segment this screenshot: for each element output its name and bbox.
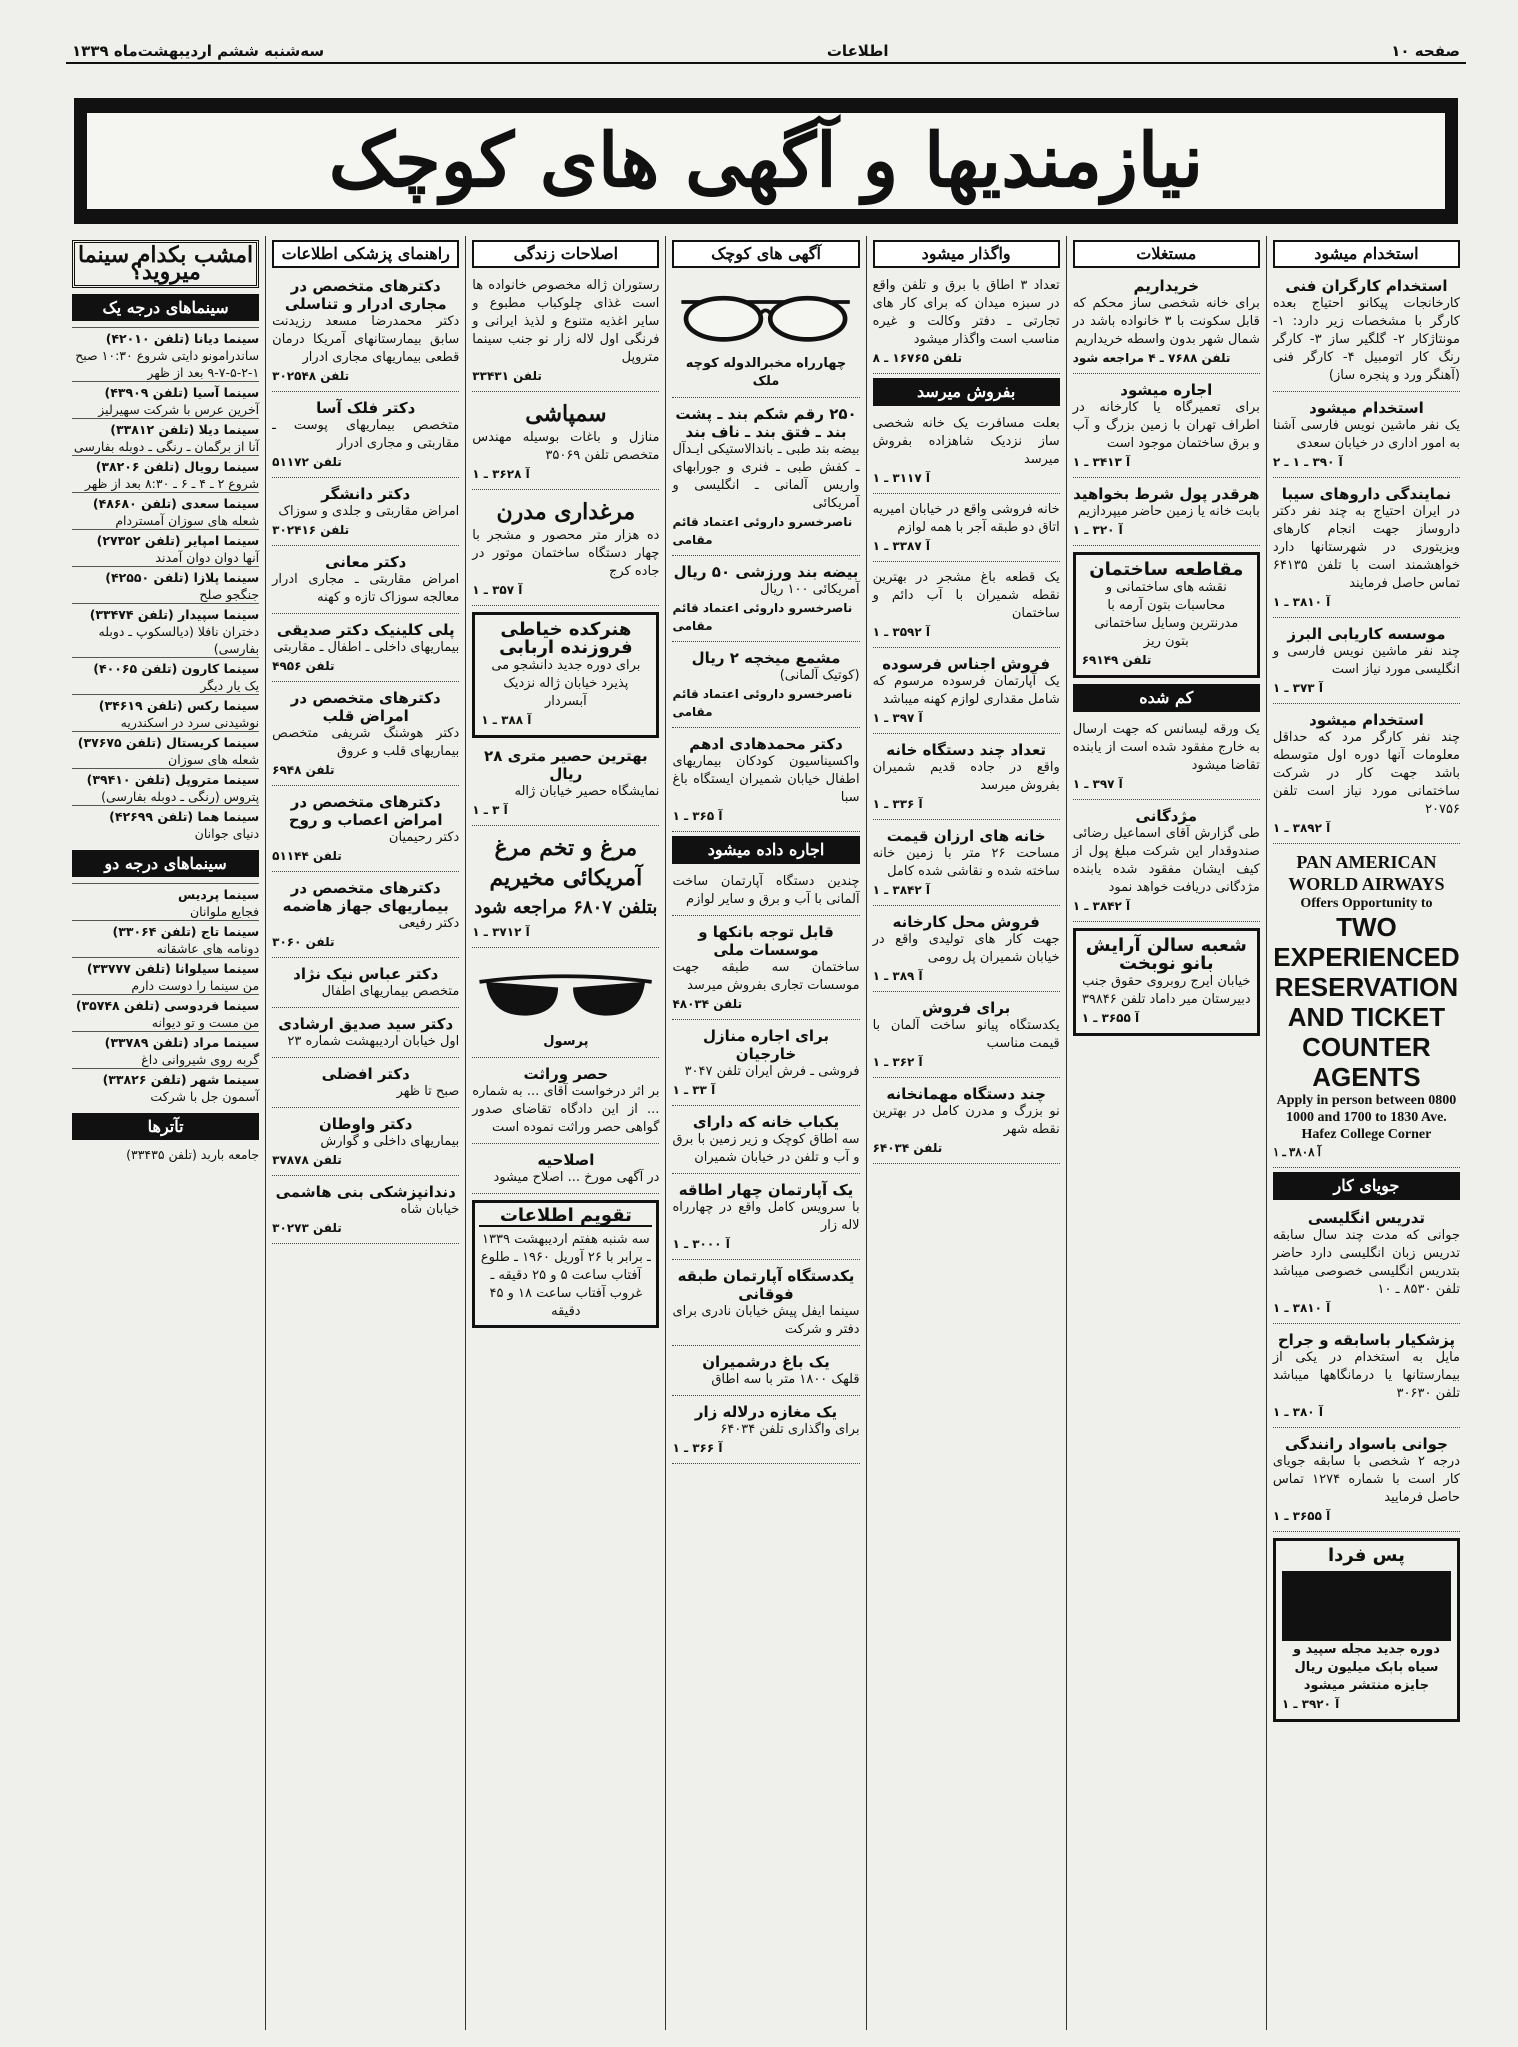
page-header-line <box>66 40 1466 64</box>
column-employment <box>1266 236 1466 2030</box>
ad: خانه فروشی واقع در خیابان امیریه اتاق دو طبقه آجر با همه لوازم آ ۳۳۸۷ ـ ۱ <box>873 498 1060 562</box>
ad: رستوران ژاله مخصوص خانواده ها است غذای چلوکباب مطبوع و ساير اغذیه متنوع و لذیذ ایرانی و فرنگی اول لاله زار نو جنب سینما متروپل تلفن ۳۳۴۳۱ <box>472 274 659 392</box>
ad: بعلت مسافرت یک خانه شخصی ساز نزدیک شاهزاده بفروش میرسد آ ۳۱۱۷ ـ ۱ <box>873 412 1060 494</box>
ad: جوانی باسواد رانندگی درجه ۲ شخصی با سابقه جویای کار است با شماره ۱۲۷۴ تماس حاصل فرمایید آ ۳۶۵۵ ـ ۱ <box>1273 1432 1460 1532</box>
cinema-item: سینما فردوسی (تلفن ۳۵۷۴۸) من مست و تو دیوانه <box>72 994 259 1031</box>
ad: یک مغازه درلاله زار برای واگذاری تلفن ۶۴۰۳۴ آ ۳۶۶ ـ ۱ <box>672 1400 859 1464</box>
cinema-item: سینما مراد (تلفن ۳۳۷۸۹) گربه روی شیروانی داغ <box>72 1031 259 1068</box>
cinema-item: سینما سپیدار (تلفن ۳۳۴۷۴) دختران نافلا (دیالسکوپ ـ دوبله بفارسی) <box>72 603 259 657</box>
ad: یکدستگاه آپارتمان طبقه فوقانی سینما ایفل پیش خیابان نادری برای دفتر و شرکت <box>672 1264 859 1346</box>
ad: پزشکیار باسابقه و جراح مایل به استخدام در یکی از بیمارستانها یا درمانگاهها میباشد تلفن ۳۰۶۳۰ آ ۳۸۰ ـ ۱ <box>1273 1328 1460 1428</box>
cinema-item: سینما سعدی (تلفن ۴۸۶۸۰) شعله های سوزان آمستردام <box>72 492 259 529</box>
column-medical-guide <box>265 236 465 2030</box>
column-header: سینماهای درجه دو <box>72 850 259 877</box>
cinema-item: سینما رویال (تلفن ۳۸۲۰۶) شروع ۲ ـ ۴ ـ ۶ ـ ۸:۳۰ بعد از ظهر <box>72 455 259 492</box>
ad: دکتر محمدهادی ادهم واکسیناسیون کودکان بیماریهای اطفال خیابان شمیران ایستگاه باغ سبا آ ۳۶۵ ـ ۱ <box>672 732 859 832</box>
ad: دکتر سید صدیق ارشادی اول خیابان اردیبهشت شماره ۲۳ <box>272 1012 459 1058</box>
calendar-body: سه شنبه هفتم اردیبهشت ۱۳۳۹ ـ برابر با ۲۶ آوریل ۱۹۶۰ ـ طلوع آفتاب ساعت ۵ و ۲۵ دقیقه ـ غروب آفتاب ساعت ۱۸ و ۴۵ دقیقه <box>480 1232 651 1319</box>
newspaper-name: اطلاعات <box>826 42 889 60</box>
ad: دکتر فلک آسا متخصص بیماریهای پوست ـ مقاربتی و مجاری ادرار تلفن ۵۱۱۷۲ <box>272 396 459 478</box>
ad: اجاره میشود برای تعمیرگاه یا کارخانه در اطراف تهران با زمین بزرگ و آب و برق ساختمان موجود است آ ۳۴۱۳ ـ ۱ <box>1073 378 1260 478</box>
ad: سمپاشی منازل و باغات بوسیله مهندس متخصص تلفن ۳۵۰۶۹ آ ۳۶۲۸ ـ ۱ <box>472 396 659 490</box>
english-headline: TWO EXPERIENCED RESERVATION AND TICKET COUNTER AGENTS <box>1273 912 1460 1092</box>
ad: دکتر واوطان بیماریهای داخلی و گوارش تلفن ۳۷۸۷۸ <box>272 1112 459 1176</box>
newspaper-page <box>66 40 1466 2030</box>
column-cinemas <box>66 236 265 2030</box>
english-company: PAN AMERICAN WORLD AIRWAYS <box>1288 852 1445 894</box>
ad: استخدام میشود یک نفر ماشین نویس فارسی آشنا به امور اداری در خیابان سعدی آ ۳۹۰ ـ ۱ ـ ۲ <box>1273 396 1460 478</box>
cinema-headline: امشب بکدام سینما میروید؟ <box>72 240 259 288</box>
black-block <box>1282 1571 1451 1641</box>
sunglasses-icon <box>472 959 659 1029</box>
ad: تدریس انگلیسی جوانی که مدت چند سال سابقه تدریس زبان انگلیسی دارد حاضر بتدریس انگلیسی خصوصی میباشد تلفن ۸۵۳۰ ـ ۱۰ آ ۳۸۱۰ ـ ۱ <box>1273 1206 1460 1324</box>
column-header: کم شده <box>1073 684 1260 712</box>
ad: تعداد چند دستگاه خانه واقع در جاده قدیم شمیران بفروش میرسد آ ۳۳۶ ـ ۱ <box>873 738 1060 820</box>
ad: دکترهای متخصص در بیماریهای جهاز هاضمه دکتر رفیعی تلفن ۳۰۶۰ <box>272 876 459 958</box>
column-life-services <box>465 236 665 2030</box>
ad: دکتر عباس نیک نژاد متخصص بیماریهای اطفال <box>272 962 459 1008</box>
cinema-item: سینما سیلوانا (تلفن ۳۳۷۷۷) من سینما را دوست دارم <box>72 957 259 994</box>
column-header: اجاره داده میشود <box>672 836 859 864</box>
footer-ad: پس فردا دوره جدید مجله سپید و سیاه بابک میلیون ریال جایزه منتشر میشود آ ۳۹۲۰ ـ ۱ <box>1273 1538 1460 1722</box>
ad: دندانپزشکی بنی هاشمی خیابان شاه تلفن ۳۰۲۷۳ <box>272 1180 459 1244</box>
cinema-item: سینما دیانا (تلفن ۴۲۰۱۰) ساندرامونو دایتی شروع ۱۰:۳۰ صبح ۱-۲-۵-۷-۹ بعد از ظهر <box>72 327 259 381</box>
cinema-item: سینما پلازا (تلفن ۴۲۵۵۰) جنگجو صلح <box>72 566 259 603</box>
english-ad: PAN AMERICAN WORLD AIRWAYS Offers Opportunity to TWO EXPERIENCED RESERVATION AND TICKET COUNTER AGENTS Apply in person between 0800 1000 and 1700 to 1830 Ave. Hafez College Corner آ ۳۸۰۸ ـ ۱ <box>1273 848 1460 1168</box>
construction-ad: مقاطعه ساختمان نقشه های ساختمانی و محاسبات بتون آرمه با مدرنترین وسایل ساختمانی بتون ریز تلفن ۶۹۱۴۹ <box>1073 552 1260 678</box>
ad: اصلاحیه در آگهی مورخ ... اصلاح میشود <box>472 1148 659 1194</box>
calendar-title: تقویم اطلاعات <box>479 1207 652 1227</box>
cinema-item: سینما دیلا (تلفن ۳۳۸۱۲) آنا از برگمان ـ رنگی ـ دوبله بفارسی <box>72 418 259 455</box>
cinema-item: سینما رکس (تلفن ۳۴۶۱۹) نوشیدنی سرد در اسکندریه <box>72 694 259 731</box>
ad: حصر وراثت بر اثر درخواست آقای ... به شماره ... از این دادگاه تقاضای صدور گواهی حصر وراثت نموده است <box>472 1062 659 1144</box>
ad: مرغداری مدرن ده هزار متر محصور و مشجر با چهار دستگاه ساختمان موتور در جاده کرج آ ۳۵۷ ـ ۱ <box>472 494 659 606</box>
ad: پلی کلینیک دکتر صدیقی بیماریهای داخلی ـ اطفال ـ مقاربتی تلفن ۴۹۵۶ <box>272 618 459 682</box>
ad: مرغ و تخم مرغ آمریکائی مخیریم بتلفن ۶۸۰۷ مراجعه شود آ ۳۷۱۲ ـ ۱ <box>472 830 659 948</box>
ad-columns <box>66 236 1466 2030</box>
ad: یک قطعه باغ مشجر در بهترین نقطه شمیران با آب دائم و ساختمان آ ۳۵۹۲ ـ ۱ <box>873 566 1060 648</box>
cinema-item: سینما شهر (تلفن ۳۳۸۲۶) آسمون جل با شرکت <box>72 1068 259 1105</box>
ad: دکتر دانشگر امراض مقاربتی و جلدی و سوزاک تلفن ۳۰۲۴۱۶ <box>272 482 459 546</box>
ad: بهترین حصیر متری ۲۸ ریال نمایشگاه حصیر خیابان ژاله آ ۳ ـ ۱ <box>472 744 659 826</box>
column-header: آگهی های کوچک <box>672 240 859 268</box>
cinema-item: سینما هما (تلفن ۴۲۶۹۹) دنیای جوانان <box>72 805 259 842</box>
salon-ad: شعبه سالن آرایش بانو نوبخت خیابان ایرج روبروی حقوق جنب دبیرستان میر داماد تلفن ۳۹۸۴۶ آ ۳۶۵۵ ـ ۱ <box>1073 928 1260 1036</box>
ad: چند دستگاه مهمانخانه نو بزرگ و مدرن کامل در بهترین نقطه شهر تلفن ۶۴۰۳۴ <box>873 1082 1060 1164</box>
issue-date: سه‌شنبه ششم اردیبهشت‌ماه ۱۳۳۹ <box>72 42 325 60</box>
column-header: تآترها <box>72 1113 259 1140</box>
column-header: سینماهای درجه یک <box>72 294 259 321</box>
cinema-item: سینما کریستال (تلفن ۳۷۶۷۵) شعله های سوزان <box>72 731 259 768</box>
ad: تعداد ۳ اطاق با برق و تلفن واقع در سبزه میدان که برای کار های تجارتی ـ دفتر وکالت و غیره مناسب است واگذار میشود تلفن ۱۶۷۶۵ ـ ۸ <box>873 274 1060 374</box>
column-header: راهنمای پزشکی اطلاعات <box>272 240 459 268</box>
ad: یک آپارتمان چهار اطاقه با سرویس کامل واقع در چهارراه لاله زار آ ۳۰۰۰ ـ ۱ <box>672 1178 859 1260</box>
column-header: بفروش میرسد <box>873 378 1060 406</box>
eyeglasses-ad: چهارراه مخبرالدوله کوچه ملک <box>672 274 859 398</box>
column-header: مستغلات <box>1073 240 1260 268</box>
ad: خانه های ارزان قیمت مساحت ۲۶ متر با زمین خانه ساخته شده و نقاشی شده کامل آ ۳۸۴۲ ـ ۱ <box>873 824 1060 906</box>
column-for-lease <box>866 236 1066 2030</box>
ad: چندین دستگاه آپارتمان ساخت آلمانی با آب و برق و سایر لوازم <box>672 870 859 916</box>
column-real-estate <box>1066 236 1266 2030</box>
english-offer: Offers Opportunity to <box>1300 896 1433 911</box>
ad: برای اجاره منازل خارجیان فروشی ـ فرش ایران تلفن ۳۰۴۷ آ ۳۳ ـ ۱ <box>672 1024 859 1106</box>
ad: خریداریم برای خانه شخصی ساز محکم که قابل سکونت با ۳ خانواده باشد در شمال شهر بدون واسطه خریداریم تلفن ۷۶۸۸ ـ ۴ مراجعه شود <box>1073 274 1260 374</box>
ad: هرقدر پول شرط بخواهید بابت خانه یا زمین حاضر میپردازیم آ ۳۲۰ ـ ۱ <box>1073 482 1260 546</box>
column-small-ads <box>665 236 865 2030</box>
ad: موسسه کاریابی البرز چند نفر ماشین نویس فارسی و انگلیسی مورد نیاز است آ ۳۷۳ ـ ۱ <box>1273 622 1460 704</box>
sunglasses-ad: پرسول <box>472 952 659 1058</box>
classifieds-banner <box>74 98 1458 224</box>
ad: فروش اجناس فرسوده یک آپارتمان فرسوده مرسوم که شامل مقداری لوازم کهنه میباشد آ ۳۹۷ ـ ۱ <box>873 652 1060 734</box>
column-header: واگذار میشود <box>873 240 1060 268</box>
banner-title: نیازمندیها و آگهی های کوچک <box>328 118 1204 204</box>
ad: دکترهای متخصص در امراض اعصاب و روح دکتر رحیمیان تلفن ۵۱۱۴۴ <box>272 790 459 872</box>
eyeglasses-icon <box>672 281 859 351</box>
ad: قابل توجه بانکها و موسسات ملی ساختمان سه طبقه جهت موسسات تجاری بفروش میرسد تلفن ۴۸۰۳۴ <box>672 920 859 1020</box>
page-number: صفحه ۱۰ <box>1391 42 1460 60</box>
cinema-item: سینما متروپل (تلفن ۳۹۴۱۰) پتروس (رنگی ـ دوبله بفارسی) <box>72 768 259 805</box>
ad: مشمع میخچه ۲ ریال (کوتیک آلمانی) ناصرخسرو داروئی اعتماد قائم مقامی <box>672 646 859 728</box>
ad: یک ورقه لیسانس که جهت ارسال به خارج مفقود شده است از یابنده تقاضا میشود آ ۳۹۷ ـ ۱ <box>1073 718 1260 800</box>
ad: دکترهای متخصص در مجاری ادرار و تناسلی دکتر محمدرضا مسعد رزیدنت سابق بیمارستانهای آمریکا درمان قطعی بیماریهای مجاری ادرار تلفن ۳۰۲۵۴۸ <box>272 274 459 392</box>
ad: یک باغ درشمیران قلهک ۱۸۰۰ متر با سه اطاق <box>672 1350 859 1396</box>
ad: ۲۵۰ رقم شکم بند ـ پشت بند ـ فتق بند ـ ناف بند بیضه بند طبی ـ باندالاستیکی ایـدآل ـ کفش طبی ـ فنری و جورابهای واریس آلمانی ـ انگلیسی و آمریکائی ناصرخسرو داروئی اعتماد قائم مقامی <box>672 402 859 556</box>
cinema-item: سینما کارون (تلفن ۴۰۰۶۵) یک یار دیگر <box>72 657 259 694</box>
cinema-item: سینما تاج (تلفن ۳۳۰۶۴) دونامه های عاشقانه <box>72 920 259 957</box>
ad: دکتر افضلی صبح تا ظهر <box>272 1062 459 1108</box>
ad: یکباب خانه که دارای سه اطاق کوچک و زیر زمین با برق و آب و تلفن در خیابان شمیران <box>672 1110 859 1174</box>
calendar-box <box>472 1200 659 1328</box>
ad: استخدام میشود چند نفر کارگر مرد که حداقل معلومات آنها دوره اول متوسطه باشد جهت کار در شرکت ساختمانی مورد نیاز است تلفن ۲۰۷۵۶ آ ۳۸۹۲ ـ ۱ <box>1273 708 1460 844</box>
cinema-item: سینما پردیس فجایع ملوانان <box>72 883 259 920</box>
ad: استخدام کارگران فنی کارخانجات پیکانو احتیاج بعده کارگر با مشخصات زیر دارد: ۱- مونتاژکار ۲- گلگیر ساز ۳- کارگر رنگ کار اتومبیل ۴- کارگر فنی (آهنگر ورد و پنجره ساز) <box>1273 274 1460 392</box>
column-header: جویای کار <box>1273 1172 1460 1200</box>
ad: دکترهای متخصص در امراض قلب دکتر هوشنگ شریفی متخصص بیماریهای قلب و عروق تلفن ۶۹۴۸ <box>272 686 459 786</box>
english-detail: Apply in person between 0800 1000 and 1700 to 1830 Ave. Hafez College Corner <box>1276 1093 1457 1142</box>
cinema-item: سینما آسیا (تلفن ۴۳۹۰۹) آخرین عرس با شرکت سهیرلیز <box>72 381 259 418</box>
column-header: استخدام میشود <box>1273 240 1460 268</box>
ad: مژدگانی طی گزارش آقای اسماعیل رضائی صندوقدار این شرکت مبلغ پول از کیف ایشان مفقود شده یابنده مژدگانی دریافت خواهد نمود آ ۳۸۴۲ ـ ۱ <box>1073 804 1260 922</box>
column-header: اصلاحات زندگی <box>472 240 659 268</box>
ad: بیضه بند ورزشی ۵۰ ریال آمریکائی ۱۰۰ ریال ناصرخسرو داروئی اعتماد قائم مقامی <box>672 560 859 642</box>
ad: دکتر معانی امراض مقاربتی ـ مجاری ادرار معالجه سوزاک تازه و کهنه <box>272 550 459 614</box>
ad: نمایندگی داروهای سیبا در ایران احتیاج به چند نفر دکتر داروساز جهت انجام کارهای ویزیتوری در شهرستانها دارد خواهشمند است با تلفن ۶۴۱۳۵ تماس حاصل فرمایند آ ۳۸۱۰ ـ ۱ <box>1273 482 1460 618</box>
cinema-item: سینما امپایر (تلفن ۲۷۳۵۲) آنها دوان دوان آمدند <box>72 529 259 566</box>
ad: فروش محل کارخانه جهت کار های تولیدی واقع در خیابان شمیران پل رومی آ ۳۸۹ ـ ۱ <box>873 910 1060 992</box>
ad: برای فروش یکدستگاه پیانو ساخت آلمان با قیمت مناسب آ ۳۶۲ ـ ۱ <box>873 996 1060 1078</box>
tailoring-ad: هنرکده خیاطی فروزنده اربابی برای دوره جدید دانشجو می پذیرد خیابان ژاله نزدیک آبسردار آ ۳۸۸ ـ ۱ <box>472 612 659 738</box>
theater-item: جامعه باربد (تلفن ۳۳۴۳۵) <box>126 1147 260 1162</box>
